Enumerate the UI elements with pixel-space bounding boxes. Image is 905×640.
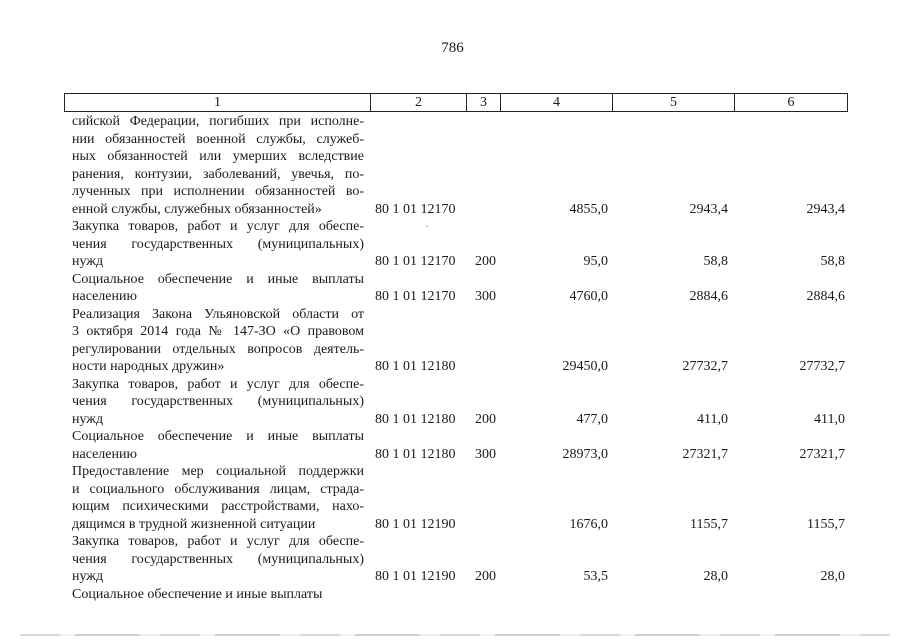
description-line: сийской Федерации, погибших при исполне- [72, 114, 364, 129]
expense-type: 200 [475, 411, 496, 427]
value-col-6: 2884,6 [806, 289, 845, 304]
description-line: нии обязанностей военной службы, служеб- [72, 131, 364, 147]
description-line: Социальное обеспечение и иные выплаты [72, 271, 364, 287]
value-col-6: 411,0 [814, 411, 845, 427]
description-line: чения государственных (муниципальных) [72, 236, 364, 252]
value-col-4: 477,0 [576, 411, 608, 427]
scan-artifact-line [20, 634, 890, 636]
description-line: лученных при исполнении обязанностей во- [72, 184, 364, 199]
description-line: регулировании отдельных вопросов деятель- [72, 341, 364, 357]
row-values [0, 358, 905, 376]
header-cell-2: 2 [371, 94, 467, 111]
table-row [0, 218, 905, 271]
description-line: чения государственных (муниципальных) [72, 551, 364, 567]
table-row [0, 428, 905, 463]
value-col-6: 27732,7 [799, 359, 845, 374]
row-values [0, 201, 905, 219]
row-values [0, 253, 905, 271]
value-col-5: 1155,7 [690, 516, 728, 532]
table-row [0, 306, 905, 376]
description-line: ных обязанностей или умерших вследствие [72, 149, 364, 164]
table-row [0, 463, 905, 533]
description-line: населению [72, 446, 137, 462]
description-line: Предоставление мер социальной поддержки [72, 464, 364, 479]
description-line: нужд [72, 411, 104, 427]
budget-code: 80 1 01 12190 [375, 516, 456, 532]
scan-artifact-dot [426, 225, 428, 227]
value-col-5: 58,8 [703, 254, 728, 269]
table-row [0, 113, 905, 218]
value-col-5: 27732,7 [682, 359, 728, 374]
table-row [0, 376, 905, 429]
table-header-row [64, 93, 848, 112]
header-cell-3: 3 [467, 94, 501, 111]
value-col-4: 95,0 [583, 254, 608, 269]
value-col-6: 27321,7 [799, 446, 845, 462]
budget-code: 80 1 01 12180 [375, 411, 456, 427]
budget-code: 80 1 01 12170 [375, 289, 456, 304]
value-col-5: 28,0 [703, 569, 728, 584]
description-line: ющим психическими расстройствами, нахо- [72, 499, 364, 514]
description-line: чения государственных (муниципальных) [72, 394, 364, 409]
value-col-4: 4855,0 [569, 201, 608, 217]
budget-code: 80 1 01 12170 [375, 201, 456, 217]
description-line: Социальное обеспечение и иные выплаты [72, 586, 323, 602]
description-line: 3 октября 2014 года № 147-ЗО «О правовом [72, 324, 364, 339]
description-line: Закупка товаров, работ и услуг для обеспе- [72, 534, 364, 549]
row-values [0, 411, 905, 429]
description-line: дящимся в трудной жизненной ситуации [72, 516, 316, 532]
expense-type: 200 [475, 569, 496, 584]
value-col-4: 1676,0 [569, 516, 608, 532]
budget-code: 80 1 01 12180 [375, 446, 456, 462]
header-cell-4: 4 [501, 94, 613, 111]
value-col-4: 29450,0 [562, 359, 608, 374]
value-col-5: 2943,4 [689, 201, 728, 217]
budget-code: 80 1 01 12170 [375, 254, 456, 269]
row-values [0, 516, 905, 534]
description-line: нужд [72, 254, 104, 269]
row-values [0, 586, 905, 604]
description-line: населению [72, 289, 137, 304]
description-line: ранения, контузии, заболеваний, увечья, по- [72, 166, 364, 182]
description-line: Закупка товаров, работ и услуг для обеспе- [72, 376, 364, 392]
value-col-6: 28,0 [820, 569, 845, 584]
expense-type: 300 [475, 446, 496, 462]
row-values [0, 568, 905, 586]
row-values [0, 288, 905, 306]
row-values [0, 446, 905, 464]
description-line: Закупка товаров, работ и услуг для обеспе- [72, 219, 364, 234]
budget-code: 80 1 01 12190 [375, 569, 456, 584]
value-col-4: 28973,0 [562, 446, 608, 462]
description-line: нужд [72, 569, 104, 584]
description-line: енной службы, служебных обязанностей» [72, 201, 322, 217]
header-cell-1: 1 [65, 94, 371, 111]
table-row [0, 586, 905, 604]
description-line: Социальное обеспечение и иные выплаты [72, 429, 364, 444]
value-col-6: 58,8 [820, 254, 845, 269]
value-col-5: 2884,6 [689, 289, 728, 304]
value-col-5: 411,0 [697, 411, 728, 427]
description-line: Реализация Закона Ульяновской области от [72, 306, 364, 322]
value-col-4: 4760,0 [569, 289, 608, 304]
value-col-6: 2943,4 [806, 201, 845, 217]
table-body [0, 113, 905, 603]
table-row [0, 271, 905, 306]
description-line: ности народных дружин» [72, 359, 225, 374]
value-col-6: 1155,7 [807, 516, 845, 532]
header-cell-6: 6 [787, 95, 795, 110]
expense-type: 300 [475, 289, 496, 304]
expense-type: 200 [475, 254, 496, 269]
budget-code: 80 1 01 12180 [375, 359, 456, 374]
value-col-5: 27321,7 [682, 446, 728, 462]
header-cell-5: 5 [613, 94, 735, 111]
table-row [0, 533, 905, 586]
description-line: и социального обслуживания лицам, страда- [72, 481, 364, 497]
page-number: 786 [441, 40, 464, 56]
value-col-4: 53,5 [583, 569, 608, 584]
